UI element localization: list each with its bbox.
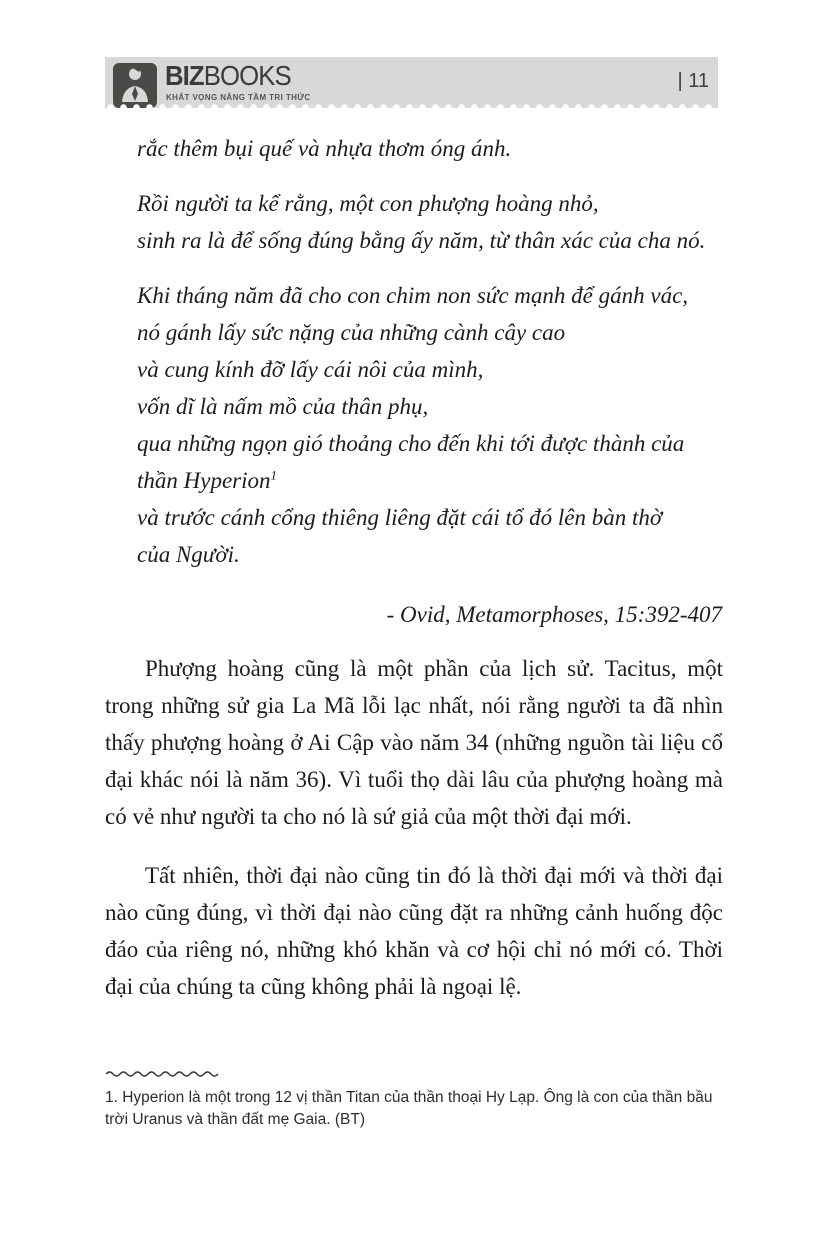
poem-stanza [137,277,737,573]
poem-line: nó gánh lấy sức nặng của những cành cây cao [137,320,566,345]
poem-line-text: thần Hyperion [137,468,271,493]
bizbooks-logo [113,63,157,108]
footnote [105,1063,727,1131]
perforation-edge [106,103,717,112]
quote-attribution: - Ovid, Metamorphoses, 15:392-407 [386,602,722,627]
poem-line: qua những ngọn gió thoảng cho đến khi tới được thành của [137,431,685,456]
brand-name-bold: BIZ [165,60,204,91]
bizbooks-logo-icon [117,64,153,107]
brand-name [165,62,291,90]
brand-tagline: KHÁT VỌNG NÂNG TẦM TRI THỨC [166,93,311,102]
footnote-text: 1. Hyperion là một trong 12 vị thần Titan của thần thoại Hy Lạp. Ông là con của thần bầu trời Uranus và thần đất mẹ Gaia. (BT) [105,1089,713,1128]
brand-name-light: BOOKS [203,60,291,91]
footnote-separator [105,1063,727,1085]
poem-line: và cung kính đỡ lấy cái nôi của mình, [137,357,484,382]
poem-quote [137,130,737,591]
poem-stanza [137,130,737,167]
poem-line: Rồi người ta kể rằng, một con phượng hoàng nhỏ, [137,191,599,216]
body-paragraph: Tất nhiên, thời đại nào cũng tin đó là thời đại mới và thời đại nào cũng đúng, vì thời đại nào cũng đặt ra những cảnh huống độc đáo của riêng nó, những khó khăn và cơ hội chỉ nó mới có. Thời đại của chúng ta cũng không phải là ngoại lệ. [105,863,723,999]
poem-line: của Người. [137,542,240,567]
page-number: | 11 [677,70,709,92]
poem-stanza [137,185,737,259]
footnote-reference-marker: 1 [270,467,278,483]
body-paragraph: Phượng hoàng cũng là một phần của lịch sử. Tacitus, một trong những sử gia La Mã lỗi lạc nhất, nói rằng người ta đã nhìn thấy phượng hoàng ở Ai Cập vào năm 34 (những nguồn tài liệu cổ đại khác nói là năm 36). Vì tuổi thọ dài lâu của phượng hoàng mà có vẻ như người ta cho nó là sứ giả của một thời đại mới. [105,656,723,829]
poem-line: sinh ra là để sống đúng bằng ấy năm, từ thân xác của cha nó. [137,228,706,253]
poem-line: vốn dĩ là nấm mồ của thân phụ, [137,394,429,419]
page-header-bar [105,57,718,108]
poem-line: rắc thêm bụi quế và nhựa thơm óng ánh. [137,136,512,161]
poem-line: Khi tháng năm đã cho con chim non sức mạnh để gánh vác, [137,283,689,308]
poem-line-hyperion [137,462,737,499]
poem-line: và trước cánh cổng thiêng liêng đặt cái tổ đó lên bàn thờ [137,505,663,530]
